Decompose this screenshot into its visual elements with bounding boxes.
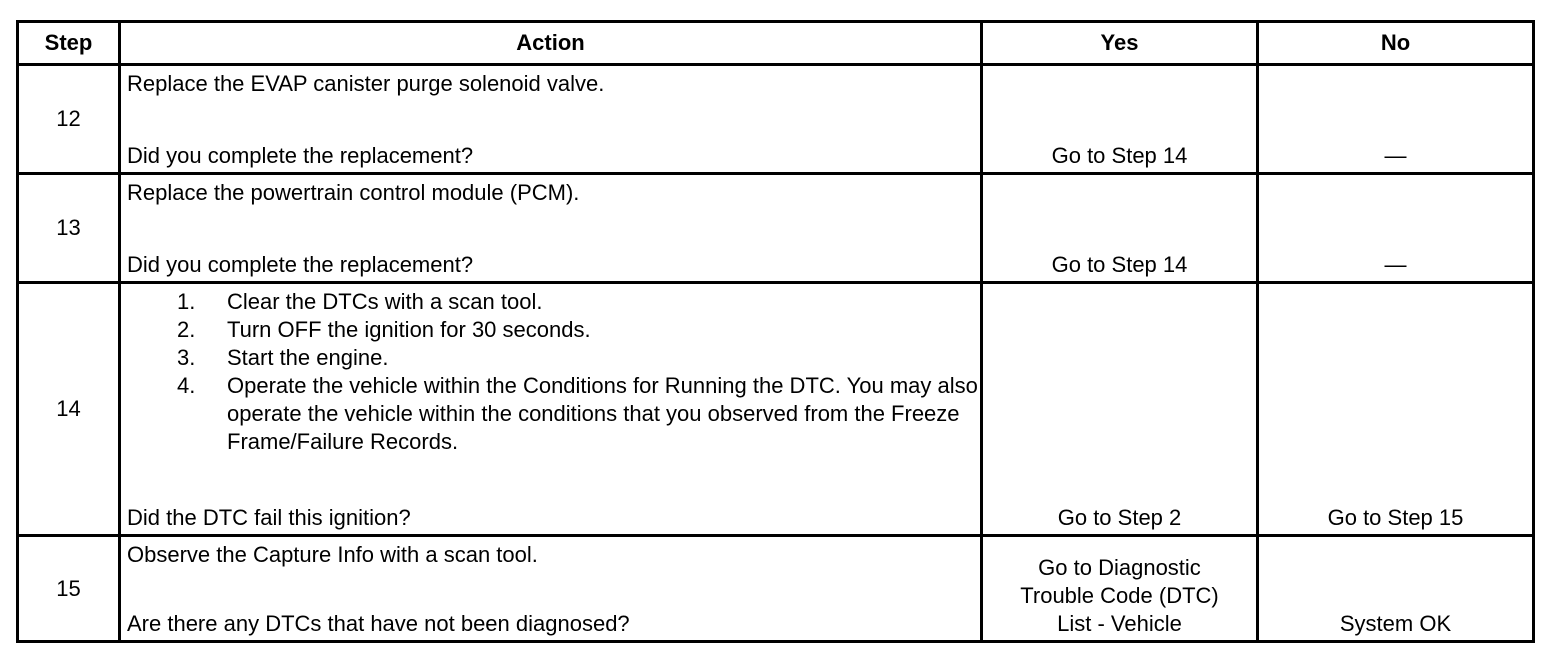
list-item-number: 4. xyxy=(177,373,196,398)
header-step: Step xyxy=(18,22,120,65)
action-text: Replace the powertrain control module (PCM). xyxy=(127,180,580,205)
table-row xyxy=(18,65,1534,174)
action-question: Did you complete the replacement? xyxy=(127,143,474,168)
list-item-number: 1. xyxy=(177,289,196,314)
header-no: No xyxy=(1258,22,1534,65)
table-row xyxy=(18,174,1534,283)
list-item xyxy=(127,372,980,456)
step-number: 15 xyxy=(18,536,120,642)
header-yes: Yes xyxy=(982,22,1258,65)
header-row xyxy=(18,22,1534,65)
yes-cell: Go to Step 14 xyxy=(982,174,1258,283)
no-cell xyxy=(1258,174,1534,283)
no-cell xyxy=(1258,65,1534,174)
yes-line: Go to Diagnostic xyxy=(1038,555,1201,580)
list-item xyxy=(127,288,980,316)
list-item-text: Clear the DTCs with a scan tool. xyxy=(227,289,543,314)
no-cell: System OK xyxy=(1258,536,1534,642)
action-cell xyxy=(120,283,982,536)
yes-line: Trouble Code (DTC) xyxy=(1020,583,1219,608)
action-cell xyxy=(120,174,982,283)
step-number: 12 xyxy=(18,65,120,174)
yes-line: List - Vehicle xyxy=(1057,611,1182,636)
diagnostic-table xyxy=(16,20,1535,643)
no-cell: Go to Step 15 xyxy=(1258,283,1534,536)
header-action: Action xyxy=(120,22,982,65)
action-question: Did you complete the replacement? xyxy=(127,252,474,277)
table-row xyxy=(18,283,1534,536)
action-cell xyxy=(120,65,982,174)
action-question: Are there any DTCs that have not been diagnosed? xyxy=(127,611,630,636)
list-item-text: Turn OFF the ignition for 30 seconds. xyxy=(227,317,591,342)
action-question: Did the DTC fail this ignition? xyxy=(127,505,411,530)
action-text: Observe the Capture Info with a scan tool. xyxy=(127,542,538,567)
list-item-number: 2. xyxy=(177,317,196,342)
step-number: 13 xyxy=(18,174,120,283)
list-item-text: Operate the vehicle within the Conditions for Running the DTC. You may also operate the vehicle within the conditions that you observed from the Freeze Frame/Failure Records. xyxy=(227,373,978,454)
no-value: — xyxy=(1384,143,1407,168)
list-item-number: 3. xyxy=(177,345,196,370)
list-item-text: Start the engine. xyxy=(227,345,389,370)
yes-cell: Go to Step 14 xyxy=(982,65,1258,174)
yes-cell: Go to Step 2 xyxy=(982,283,1258,536)
procedure-list xyxy=(127,288,980,456)
action-cell xyxy=(120,536,982,642)
table-row xyxy=(18,536,1534,642)
action-text: Replace the EVAP canister purge solenoid valve. xyxy=(127,71,605,96)
step-number: 14 xyxy=(18,283,120,536)
list-item xyxy=(127,344,980,372)
list-item xyxy=(127,316,980,344)
no-value: — xyxy=(1384,252,1407,277)
yes-cell xyxy=(982,536,1258,642)
